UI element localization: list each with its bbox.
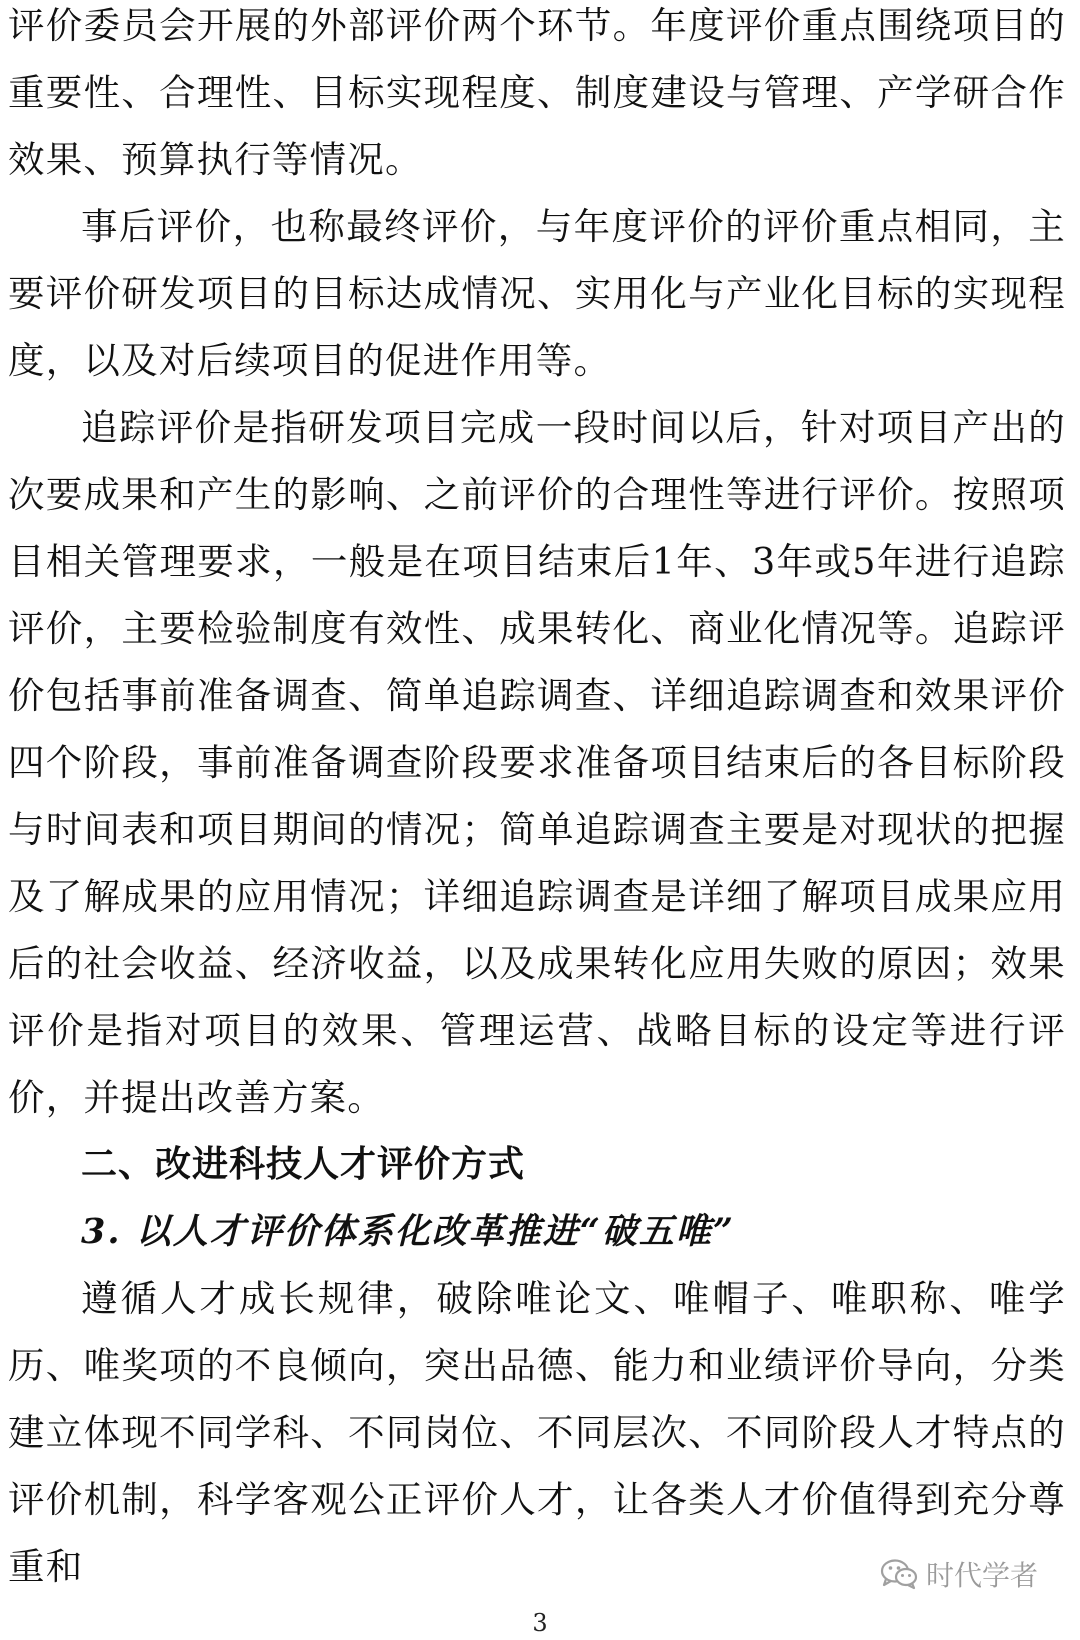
watermark-text: 时代学者	[926, 1559, 1039, 1592]
paragraph-annual-evaluation: 评价委员会开展的外部评价两个环节。年度评价重点围绕项目的重要性、合理性、目标实现程度、制度建设与管理、产学研合作效果、预算执行等情况。	[8, 4, 1066, 181]
page-number: 3	[532, 1609, 548, 1637]
wechat-icon	[880, 1558, 918, 1590]
paragraph-talent-evaluation: 遵循人才成长规律，破除唯论文、唯帽子、唯职称、唯学历、唯奖项的不良倾向，突出品德、能力和业绩评价导向，分类建立体现不同学科、不同岗位、不同层次、不同阶段人才特点的评价机制，科学客观公正评价人才，让各类人才价值得到充分尊重和	[8, 1277, 1066, 1588]
paragraph-tracking-evaluation: 追踪评价是指研发项目完成一段时间以后，针对项目产出的次要成果和产生的影响、之前评价的合理性等进行评价。按照项目相关管理要求，一般是在项目结束后1年、3年或5年进行追踪评价，主要检验制度有效性、成果转化、商业化情况等。追踪评价包括事前准备调查、简单追踪调查、详细追踪调查和效果评价四个阶段，事前准备调查阶段要求准备项目结束后的各目标阶段与时间表和项目期间的情况；简单追踪调查主要是对现状的把握及了解成果的应用情况；详细追踪调查是详细了解项目成果应用后的社会收益、经济收益，以及成果转化应用失败的原因；效果评价是指对项目的效果、管理运营、战略目标的设定等进行评价，并提出改善方案。	[8, 406, 1066, 1119]
section-heading: 二、改进科技人才评价方式	[81, 1144, 526, 1185]
paragraph-post-evaluation: 事后评价，也称最终评价，与年度评价的评价重点相同，主要评价研发项目的目标达成情况、实用化与产业化目标的实现程度，以及对后续项目的促进作用等。	[8, 205, 1066, 382]
watermark	[880, 1554, 1038, 1594]
subsection-heading: 3. 以人才评价体系化改革推进“破五唯”	[81, 1211, 735, 1252]
document-body	[8, 0, 1066, 1600]
